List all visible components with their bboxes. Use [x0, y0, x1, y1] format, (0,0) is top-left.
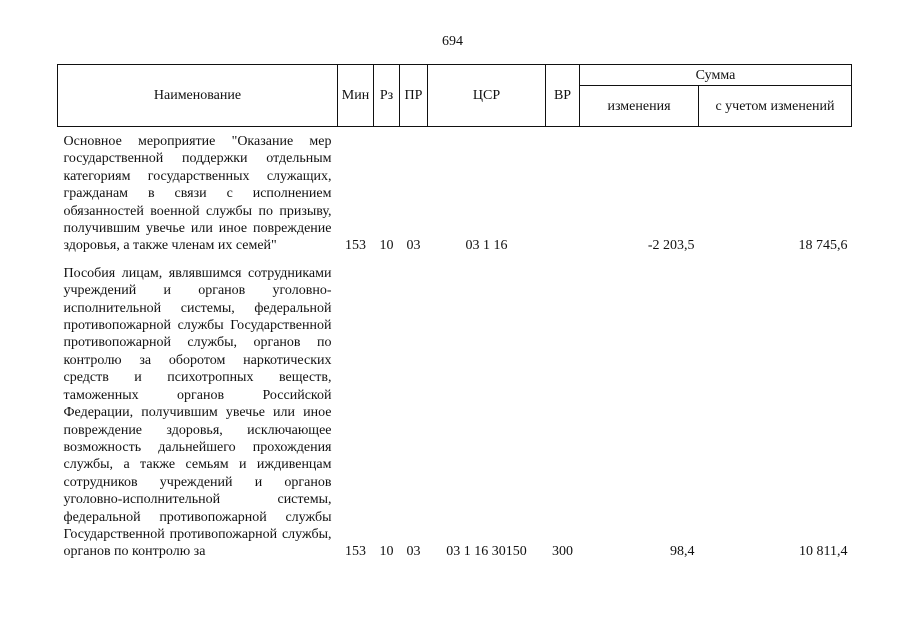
row-name: Основное мероприятие "Оказание мер государственной поддержки отдельным категориям государственных служащих, гражданам в связи с исполнением обязанностей военной службы по призыву, получившим увечье или иное повреждение здоровья, а также членам их семей": [63, 134, 332, 254]
row-total: 18 745,6: [798, 238, 848, 254]
budget-table: [57, 64, 852, 561]
row-vr: 300: [552, 544, 573, 560]
row-min: 153: [345, 544, 366, 560]
header-csr: ЦСР: [428, 65, 546, 127]
table-header: [58, 65, 852, 127]
header-rz: Рз: [374, 65, 400, 127]
header-with-changes: с учетом изменений: [699, 86, 852, 127]
header-changes: изменения: [580, 86, 699, 127]
row-name: Пособия лицам, являвшимся сотрудниками учреждений и органов уголовно-исполнительной системы, федеральной противопожарной службы Государственной противопожарной службы, органов по контролю за оборотом наркотических средств и психотропных веществ, таможенных органов Российской Федерации, получившим увечье или иное повреждение здоровья, исключающее возможность дальнейшего прохождения службы, а также семьям и иждивенцам сотрудников учреждений и органов уголовно-исполнительной системы, федеральной противопожарной службы Государственной противопожарной службы, органов по контролю за: [63, 265, 332, 560]
row-vr: [546, 127, 580, 255]
row-csr: 03 1 16: [465, 238, 508, 254]
page-number: 694: [442, 34, 463, 49]
row-rz: 10: [379, 544, 394, 560]
row-total: 10 811,4: [799, 544, 848, 560]
header-vr: ВР: [546, 65, 580, 127]
table-row: [58, 127, 852, 255]
header-pr: ПР: [400, 65, 428, 127]
row-pr: 03: [406, 238, 421, 254]
row-min: 153: [345, 238, 366, 254]
row-change: 98,4: [670, 544, 695, 560]
row-change: -2 203,5: [647, 238, 695, 254]
header-name: Наименование: [58, 65, 338, 127]
row-pr: 03: [406, 544, 421, 560]
row-rz: 10: [379, 238, 394, 254]
row-csr: 03 1 16 30150: [446, 544, 527, 560]
header-min: Мин: [338, 65, 374, 127]
header-sum: Сумма: [580, 65, 852, 86]
table-row: [58, 255, 852, 561]
